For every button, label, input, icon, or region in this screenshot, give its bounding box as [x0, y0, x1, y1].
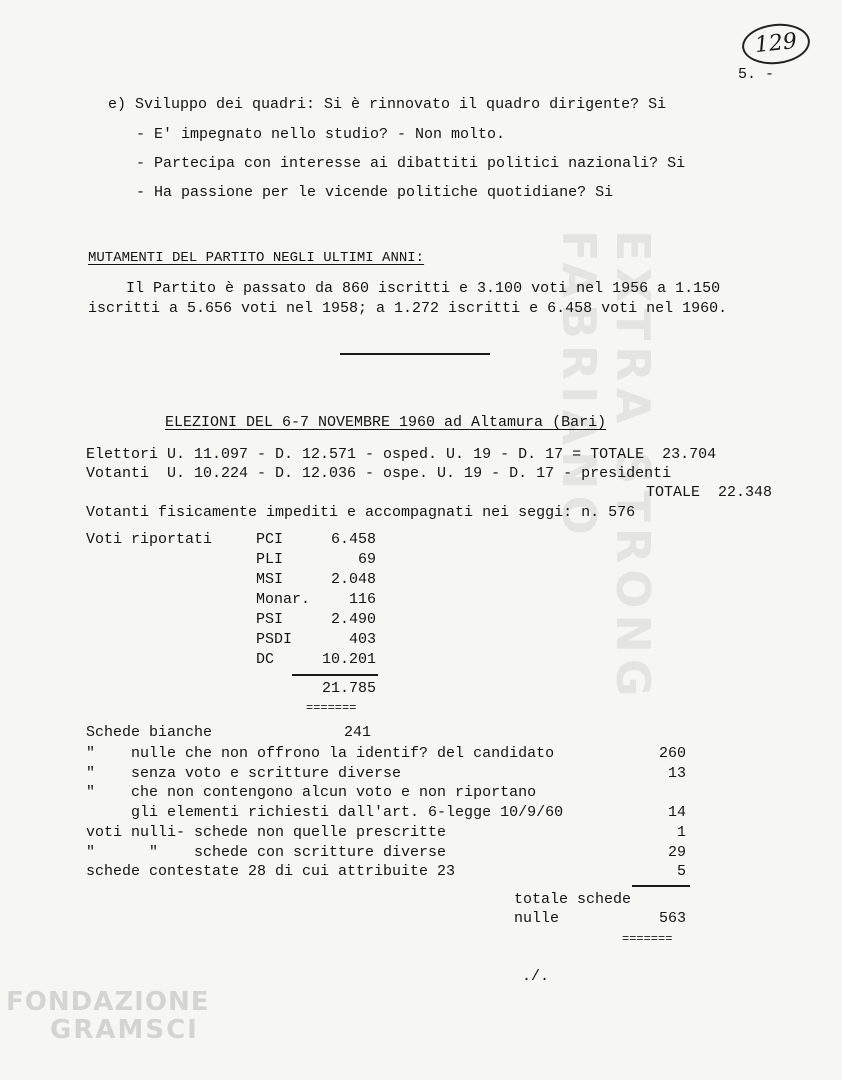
party-name: PLI: [256, 551, 284, 568]
schede-row-value: 13: [667, 765, 686, 782]
mutamenti-line-2: iscritti a 5.656 voti nel 1958; a 1.272 iscritti e 6.458 voti nel 1960.: [88, 300, 728, 317]
elettori-line: Elettori U. 11.097 - D. 12.571 - osped. U. 19 - D. 17 = TOTALE 23.704: [86, 446, 717, 463]
schede-row-value: 14: [667, 804, 686, 821]
schede-row-value: 1: [676, 824, 686, 841]
mutamenti-heading: MUTAMENTI DEL PARTITO NEGLI ULTIMI ANNI:: [88, 250, 425, 266]
schede-bianche-value: 241: [344, 724, 372, 741]
voti-riportati-label: Voti riportati: [86, 531, 213, 548]
logo-line-2: GRAMSCI: [50, 1015, 199, 1045]
voti-sum-rule: [292, 674, 378, 676]
party-name: PCI: [256, 531, 284, 548]
schede-sum-rule: [632, 885, 690, 887]
schede-row-text: " senza voto e scritture diverse: [86, 765, 402, 782]
section-e-line-1: e) Sviluppo dei quadri: Si è rinnovato il quadro dirigente? Si: [108, 96, 667, 113]
archive-page-stamp: 129: [740, 21, 812, 68]
schede-row-text: " che non contengono alcun voto e non riportano: [86, 784, 537, 801]
party-votes: 6.458: [330, 531, 376, 548]
page-continues-mark: ./.: [522, 968, 550, 985]
fondazione-gramsci-logo: [6, 988, 209, 1044]
votanti-impediti-line: Votanti fisicamente impediti e accompagnati nei seggi: n. 576: [86, 504, 636, 521]
schede-double-rule: =======: [622, 932, 673, 946]
totale-schede-label: totale schede: [514, 891, 632, 908]
schede-row-text: schede contestate 28 di cui attribuite 23: [86, 863, 456, 880]
voti-totale: 21.785: [321, 680, 376, 697]
schede-row-text: voti nulli- schede non quelle prescritte: [86, 824, 447, 841]
party-votes: 116: [348, 591, 376, 608]
schede-row-value: 5: [676, 863, 686, 880]
page-number: 5. -: [738, 66, 775, 83]
party-name: DC: [256, 651, 275, 668]
section-e-line-2: - E' impegnato nello studio? - Non molto.: [136, 126, 506, 143]
schede-row-value: 260: [658, 745, 686, 762]
totale-nulle-value: 563: [658, 910, 686, 927]
party-votes: 2.048: [330, 571, 376, 588]
schede-row-value: 29: [667, 844, 686, 861]
schede-row-text: gli elementi richiesti dall'art. 6-legge 10/9/60: [86, 804, 564, 821]
party-votes: 10.201: [321, 651, 376, 668]
party-name: MSI: [256, 571, 284, 588]
section-divider: [340, 353, 490, 355]
elezioni-heading: ELEZIONI DEL 6-7 NOVEMBRE 1960 ad Altamura (Bari): [165, 414, 607, 431]
section-e-line-3: - Partecipa con interesse ai dibattiti politici nazionali? Si: [136, 155, 686, 172]
votanti-line: Votanti U. 10.224 - D. 12.036 - ospe. U. 19 - D. 17 - presidenti: [86, 465, 672, 482]
logo-line-1: FONDAZIONE: [6, 987, 210, 1017]
totale-nulle-label: nulle: [514, 910, 560, 927]
paper-watermark: EXTRA STRONG FABRIANO: [552, 230, 660, 703]
party-votes: 403: [348, 631, 376, 648]
votanti-totale: TOTALE 22.348: [646, 484, 773, 501]
party-votes: 69: [357, 551, 376, 568]
schede-row-text: " nulle che non offrono la identif? del candidato: [86, 745, 555, 762]
mutamenti-line-1: Il Partito è passato da 860 iscritti e 3.100 voti nel 1956 a 1.150: [126, 280, 721, 297]
schede-row-text: " " schede con scritture diverse: [86, 844, 447, 861]
party-name: Monar.: [256, 591, 311, 608]
party-name: PSDI: [256, 631, 293, 648]
party-name: PSI: [256, 611, 284, 628]
section-e-line-4: - Ha passione per le vicende politiche quotidiane? Si: [136, 184, 614, 201]
voti-double-rule: =======: [306, 701, 357, 715]
schede-bianche-label: Schede bianche: [86, 724, 213, 741]
party-votes: 2.490: [330, 611, 376, 628]
